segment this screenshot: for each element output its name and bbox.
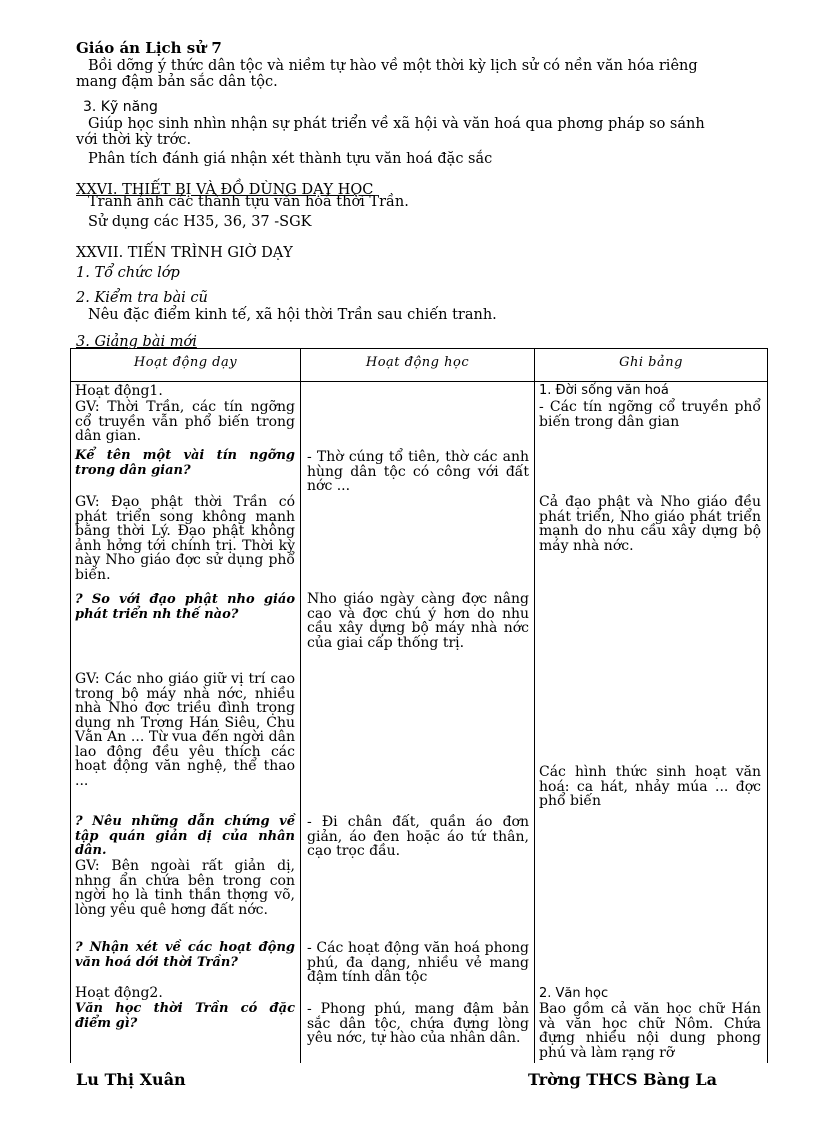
teach-spirit-text: GV: Bên ngoài rất giản dị, nhng ẩn chứa bên trong con ngời họ là tinh thần thợng võ, lòng yêu quê hơng đất nớc.	[75, 858, 295, 918]
page-title: Giáo án Lịch sử 7	[76, 39, 222, 57]
table-column-divider-2	[534, 349, 535, 1063]
column-header-teaching: Hoạt động dạy	[133, 355, 238, 370]
note-section-2-heading: 2. Văn học	[539, 986, 609, 1001]
table-column-divider-1	[300, 349, 301, 1063]
skills-line-3: Phân tích đánh giá nhận xét thành tựu văn hoá đặc sắc	[88, 151, 493, 167]
learn-answer-5: - Phong phú, mang đậm bản sắc dân tộc, chứa đựng lòng yêu nớc, tự hào của nhân dân.	[307, 1001, 529, 1046]
skills-line-1: Giúp học sinh nhìn nhận sự phát triển về xã hội và văn hoá qua phơng pháp so sánh	[88, 116, 705, 132]
equipment-line-2: Sử dụng các H35, 36, 37 -SGK	[88, 214, 312, 230]
note-culture-text: Các hình thức sinh hoạt văn hoá: ca hát, nhảy múa ... đợc phổ biến	[539, 764, 761, 809]
process-heading: XXVII. TIẾN TRÌNH GIỜ DẠY	[76, 245, 293, 261]
equipment-line-1: Tranh ảnh các thành tựu văn hoá thời Trần.	[88, 194, 409, 210]
learn-answer-3: - Đi chân đất, quần áo đơn giản, áo đen hoặc áo tứ thân, cạo trọc đầu.	[307, 814, 529, 859]
table-header-divider	[71, 381, 767, 382]
column-header-learning: Hoạt động học	[365, 355, 470, 370]
teach-confucian-text: GV: Các nho giáo giữ vị trí cao trong bộ máy nhà nớc, nhiều nhà Nho đợc triều đình trọng dụng nh Trơng Hán Siêu, Chu Văn An ... Từ vua đến ngời dân lao động đều yêu thích các hoạt động văn nghệ, thể thao ...	[75, 671, 295, 789]
process-step-1: 1. Tổ chức lớp	[76, 265, 180, 281]
column-header-notes: Ghi bảng	[619, 355, 683, 370]
equipment-heading: XXVI. THIẾT BỊ VÀ ĐỒ DÙNG DẠY HỌC	[76, 182, 374, 198]
footer-author: Lu Thị Xuân	[76, 1070, 186, 1089]
process-step-2: 2. Kiểm tra bài cũ	[76, 290, 208, 306]
learn-answer-4: - Các hoạt động văn hoá phong phú, đa dạng, nhiều vẻ mang đậm tính dân tộc	[307, 940, 529, 985]
teach-activity-1-text: GV: Thời Trần, các tín ngỡng cổ truyền vẫn phổ biến trong dân gian.	[75, 399, 295, 444]
footer-school: Trờng THCS Bàng La	[528, 1070, 718, 1089]
teach-question-4: ? Nhận xét về các hoạt động văn hoá dới thời Trần?	[75, 940, 295, 970]
intro-line-1: Bồi dỡng ý thức dân tộc và niềm tự hào về một thời kỳ lịch sử có nền văn hóa riêng	[88, 58, 698, 74]
intro-line-2: mang đậm bản sắc dân tộc.	[76, 74, 278, 90]
lesson-table	[70, 348, 768, 1063]
teach-question-3: ? Nêu những dẫn chứng về tập quán giản dị của nhân dân.	[75, 814, 295, 858]
note-section-1-text: - Các tín ngỡng cổ truyền phổ biến trong dân gian	[539, 399, 761, 430]
teach-activity-2-label: Hoạt động2.	[75, 985, 163, 1001]
teach-question-5: Văn học thời Trần có đặc điểm gì?	[75, 1001, 295, 1031]
skills-line-2: với thời kỳ trớc.	[76, 132, 192, 148]
teach-question-2: ? So với đạo phật nho giáo phát triển nh thế nào?	[75, 592, 295, 622]
skills-heading: 3. Kỹ năng	[83, 99, 158, 115]
teach-question-1: Kể tên một vài tín ngỡng trong dân gian?	[75, 448, 295, 478]
process-step-2-question: Nêu đặc điểm kinh tế, xã hội thời Trần sau chiến tranh.	[88, 307, 497, 323]
note-religion-text: Cả đạo phật và Nho giáo đều phát triển, Nho giáo phát triển mạnh do nhu cầu xây dựng bộ máy nhà nớc.	[539, 494, 761, 554]
note-section-1-heading: 1. Đời sống văn hoá	[539, 383, 669, 398]
teach-activity-1-label: Hoạt động1.	[75, 383, 163, 399]
note-literature-text: Bao gồm cả văn học chữ Hán và văn học chữ Nôm. Chứa đựng nhiều nội dung phong phú và làm rạng rỡ	[539, 1001, 761, 1061]
teach-buddhism-text: GV: Đạo phật thời Trần có phát triển song không mạnh bằng thời Lý. Đạo phật không ảnh hởng tới chính trị. Thời kỳ này Nho giáo đợc sử dụng phổ biến.	[75, 494, 295, 583]
learn-answer-2: Nho giáo ngày càng đợc nâng cao và đợc chú ý hơn do nhu cầu xây dựng bộ máy nhà nớc của giai cấp thống trị.	[307, 591, 529, 651]
process-step-3: 3. Giảng bài mới	[76, 334, 197, 350]
learn-answer-1: - Thờ cúng tổ tiên, thờ các anh hùng dân tộc có công với đất nớc ...	[307, 449, 529, 494]
